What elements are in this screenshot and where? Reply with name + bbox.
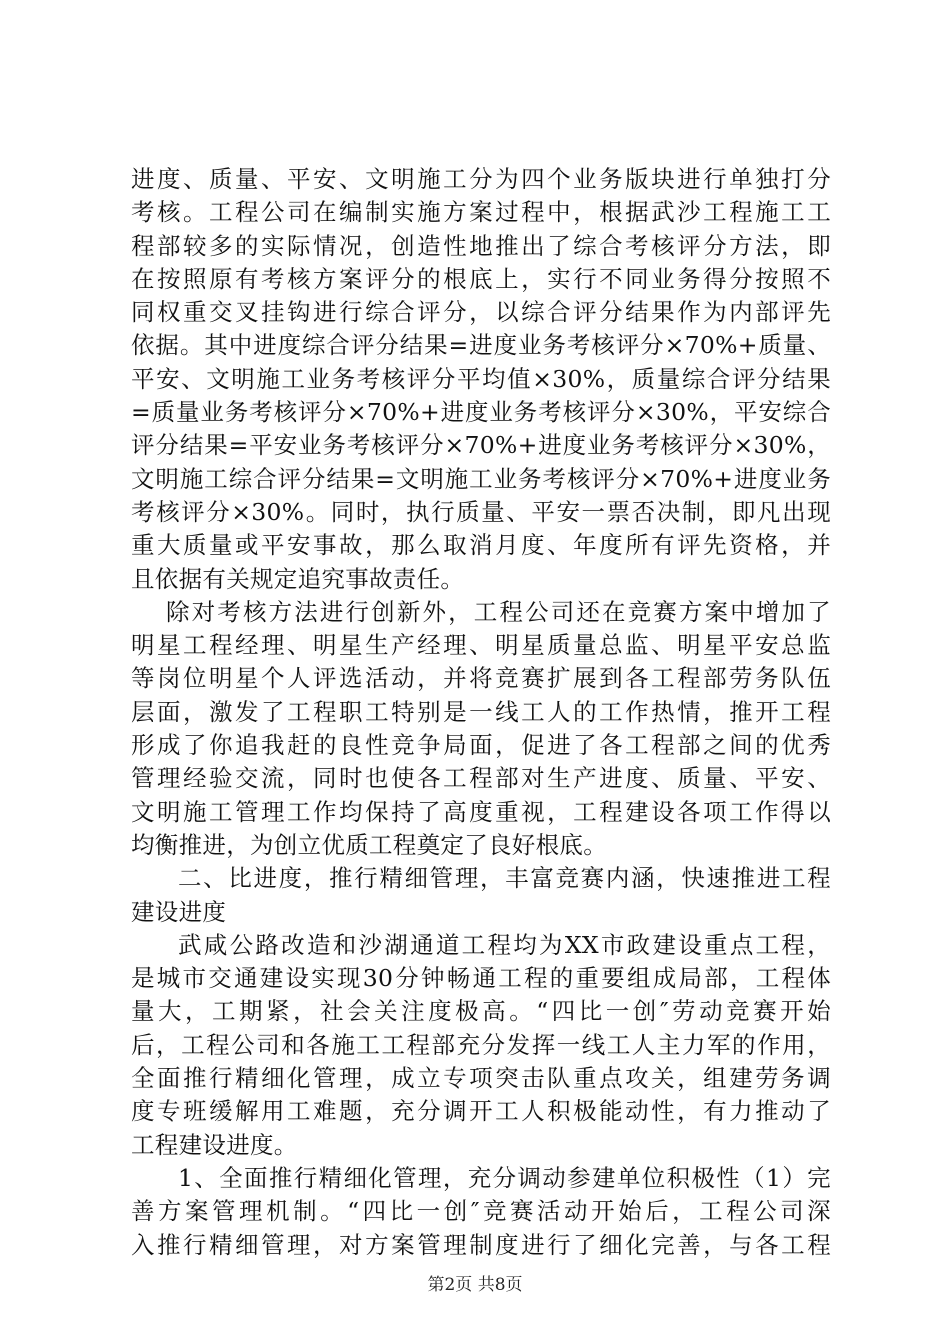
paragraph-first-line: 除对考核方法进行创新外，工程公司还在竞赛方案中增加了 <box>166 597 831 626</box>
text-line: 平安、文明施工业务考核评分平均值×30%，质量综合评分结果 <box>131 364 831 393</box>
text-line: 度专班缓解用工难题，充分调开工人积极能动性，有力推动了 <box>131 1097 831 1126</box>
text-line: 考核。工程公司在编制实施方案过程中，根据武沙工程施工工 <box>131 198 831 227</box>
text-line: 且依据有关规定追究事故责任。 <box>131 564 465 593</box>
document-body <box>131 163 831 1262</box>
paragraph-first-line: 1、全面推行精细化管理，充分调动参建单位积极性（1）完 <box>178 1163 831 1192</box>
text-line: 文明施工综合评分结果=文明施工业务考核评分×70%+进度业务 <box>131 464 831 493</box>
text-line: 善方案管理机制。“四比一创″竞赛活动开始后，工程公司深 <box>131 1197 831 1226</box>
text-line: 形成了你追我赶的良性竞争局面，促进了各工程部之间的优秀 <box>131 731 831 760</box>
text-line: 明星工程经理、明星生产经理、明星质量总监、明星平安总监 <box>131 631 831 660</box>
section-heading: 二、比进度，推行精细管理，丰富竞赛内涵，快速推进工程 <box>178 864 831 893</box>
text-line: 在按照原有考核方案评分的根底上，实行不同业务得分按照不 <box>131 264 831 293</box>
text-line: 依据。其中进度综合评分结果=进度业务考核评分×70%+质量、 <box>131 331 831 360</box>
text-line: 入推行精细管理，对方案管理制度进行了细化完善，与各工程 <box>131 1230 831 1259</box>
page-number-footer: 第2页 共8页 <box>427 1275 523 1295</box>
text-line: 均衡推进，为创立优质工程奠定了良好根底。 <box>131 830 607 859</box>
text-line: 全面推行精细化管理，成立专项突击队重点攻关，组建劳务调 <box>131 1064 831 1093</box>
text-line: 后，工程公司和各施工工程部充分发挥一线工人主力军的作用， <box>131 1030 831 1059</box>
text-line: 层面，激发了工程职工特别是一线工人的工作热情，推开工程 <box>131 697 831 726</box>
text-line: 同权重交叉挂钩进行综合评分，以综合评分结果作为内部评先 <box>131 298 831 327</box>
text-line: =质量业务考核评分×70%+进度业务考核评分×30%，平安综合 <box>131 398 831 427</box>
text-line: 程部较多的实际情况，创造性地推出了综合考核评分方法，即 <box>131 231 831 260</box>
text-line: 工程建设进度。 <box>131 1130 298 1159</box>
text-line: 等岗位明星个人评选活动，并将竞赛扩展到各工程部劳务队伍 <box>131 664 831 693</box>
text-line: 文明施工管理工作均保持了高度重视，工程建设各项工作得以 <box>131 797 831 826</box>
text-line: 是城市交通建设实现30分钟畅通工程的重要组成局部，工程体 <box>131 964 831 993</box>
paragraph-first-line: 武咸公路改造和沙湖通道工程均为XX市政建设重点工程， <box>178 930 831 959</box>
text-line: 评分结果=平安业务考核评分×70%+进度业务考核评分×30%， <box>131 431 831 460</box>
section-heading-continued: 建设进度 <box>131 897 227 926</box>
text-line: 管理经验交流，同时也使各工程部对生产进度、质量、平安、 <box>131 764 831 793</box>
text-line: 重大质量或平安事故，那么取消月度、年度所有评先资格，并 <box>131 531 831 560</box>
text-line: 量大，工期紧，社会关注度极高。“四比一创″劳动竞赛开始 <box>131 997 831 1026</box>
text-line: 考核评分×30%。同时，执行质量、平安一票否决制，即凡出现 <box>131 497 831 526</box>
text-line: 进度、质量、平安、文明施工分为四个业务版块进行单独打分 <box>131 165 831 193</box>
